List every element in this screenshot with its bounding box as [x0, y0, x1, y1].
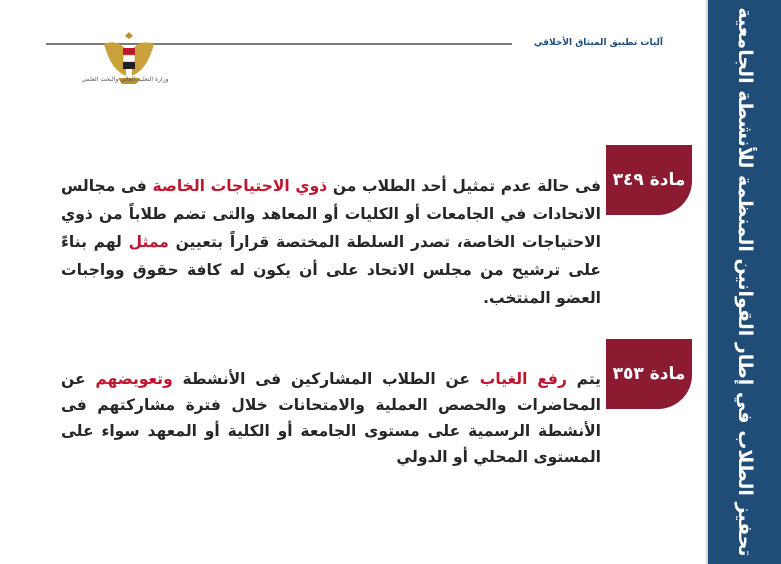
- article-349-text-part: فى حالة عدم تمثيل أحد الطلاب من: [327, 177, 601, 195]
- emblem-caption: وزارة التعليم العالي والبحث العلمي: [81, 76, 169, 83]
- header-title: آليات تطبيق الميثاق الأخلاقي: [512, 38, 685, 48]
- article-349-text-part: لهم بناءً على ترشيح من مجلس الاتحاد على أن يكون له كافة حقوق وواجبات العضو المنتخب.: [61, 233, 601, 307]
- article-353-highlight-absence: رفع الغياب: [479, 370, 567, 388]
- eagle-emblem-icon: [96, 26, 162, 94]
- article-349-tag: مادة ٣٤٩: [606, 145, 692, 215]
- article-349-text: [61, 172, 601, 312]
- article-349-highlight-special-needs: ذوي الاحتياجات الخاصة: [152, 177, 328, 195]
- article-349-highlight-representative: ممثل: [128, 233, 169, 251]
- article-349-text-part: فى مجالس الاتحادات في الجامعات أو الكليات أو المعاهد والتى تضم طلاباً من ذوي الاحتياجات الخاصة، تصدر السلطة المختصة قراراً بتعيين: [61, 177, 601, 251]
- article-353-text-part: عن المحاضرات والحصص العملية والامتحانات خلال فترة مشاركتهم فى الأنشطة الرسمية على مستوى الجامعة أو الكلية أو المعهد سواء على المستوى المحلي أو الدولي: [61, 370, 601, 466]
- article-353-text-part: عن الطلاب المشاركين فى الأنشطة: [172, 370, 480, 388]
- article-353-text: [61, 366, 601, 470]
- article-353-text-part: يتم: [566, 370, 601, 388]
- sidebar-title: تحفيز الطلاب في إطار القوانين المنظمة للأنشطة الجامعية: [733, 7, 756, 557]
- article-353-tag: مادة ٣٥٣: [606, 339, 692, 409]
- article-353-highlight-compensation: وتعويضهم: [95, 370, 173, 388]
- sidebar-panel: [706, 0, 781, 564]
